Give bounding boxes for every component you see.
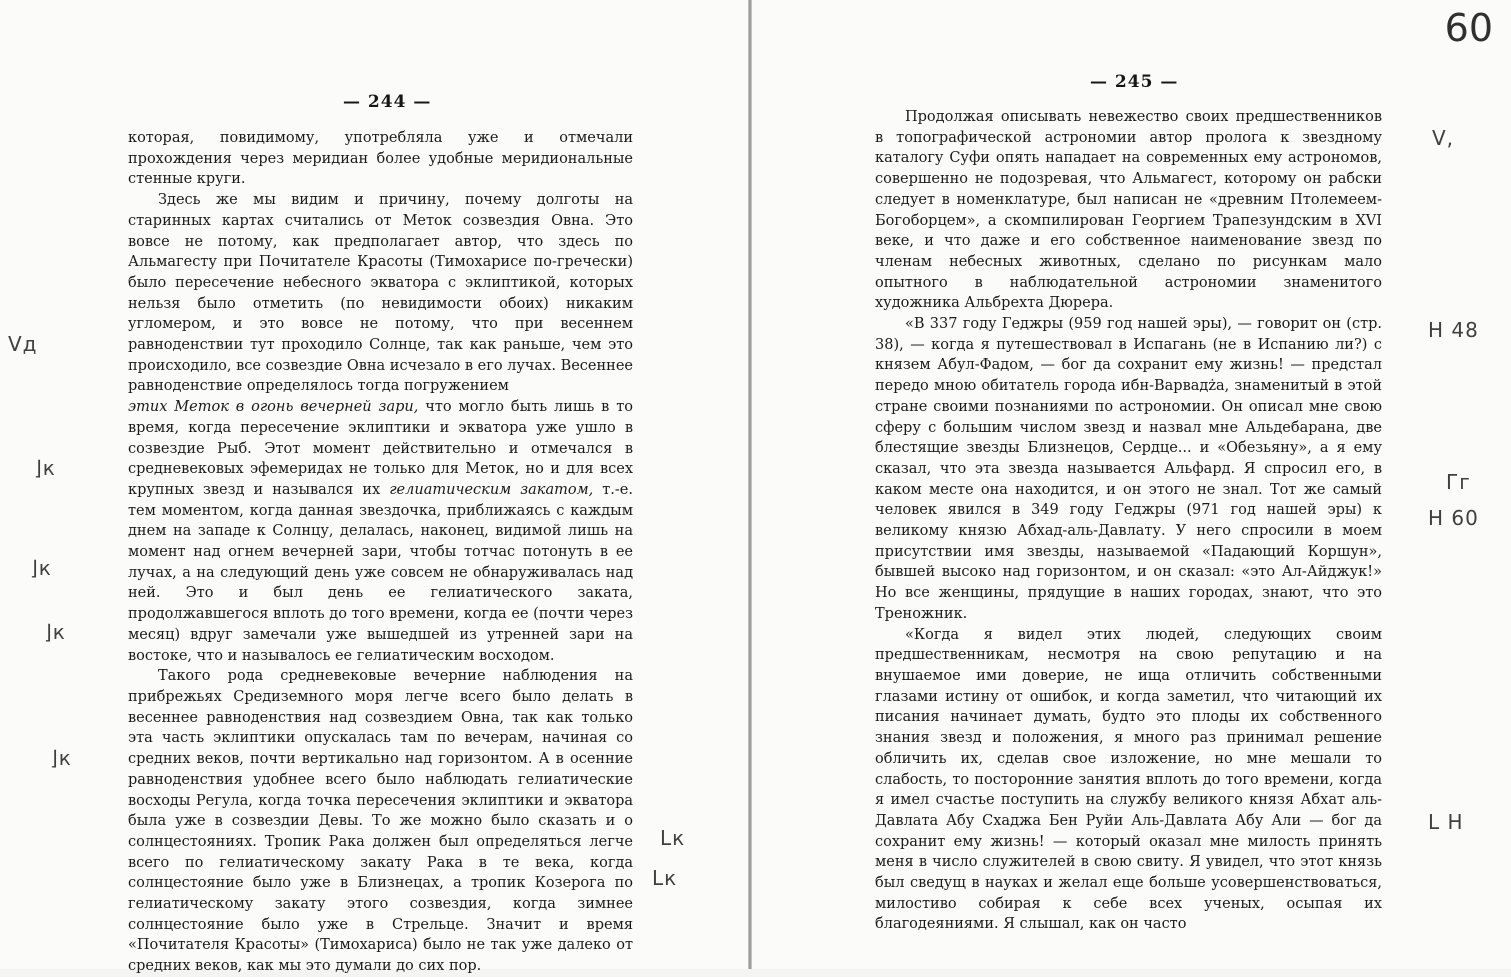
paragraph: которая, повидимому, употребляла уже и отмечали прохождения через меридиан более удобные меридиональные стенные круги.	[128, 130, 633, 188]
text-span: т.-е. тем моментом, когда данная звездочка, приближаясь с каждым днем на западе к Солнцу, делалась, наконец, видимой лишь на момент над огнем вечерней зари, чтобы тотчас потонуть в ее лучах, а на следующий день уже совсем не обнаруживалась над ней. Это и был день ее гелиатического заката, продолжавшегося вплоть до того времени, когда ее (почти через месяц) вдруг замечали уже вышедшей из утренней зари на востоке, что и называлось ее гелиатическим восходом.	[128, 481, 633, 664]
margin-note: Vд	[8, 332, 38, 356]
handwritten-page-count: 60	[1444, 6, 1493, 50]
margin-note: Гг	[1446, 470, 1471, 494]
left-page	[0, 0, 748, 975]
right-page	[752, 0, 1511, 969]
italic-phrase: гелиатическим закатом,	[389, 481, 594, 498]
left-text-block	[128, 128, 633, 977]
italic-phrase: этих Меток в огонь вечерней зари,	[128, 399, 419, 416]
margin-note: ⌋к	[30, 556, 52, 580]
page-number-right: — 245 —	[1090, 72, 1179, 92]
margin-note: H 60	[1428, 506, 1479, 530]
right-text-block	[875, 107, 1382, 935]
paragraph: «Когда я видел этих людей, следующих своим предшественникам, несмотря на свою репутацию и на внушаемое ими доверие, не ища отличить собственными глазами истину от ошибок, и когда заметил, что читающий их писания начинает думать, будто это плоды их собственного знания звезд и положения, я много раз принимал решение обличить их, сделав свое изложение, но мне мешали то слабость, то посторонние занятия вплоть до того времени, когда я имел счастье поступить на службу великого князя Абхат аль-Давлата Абу Схаджа Бен Руйи Аль-Давлата Абу Али — бог да сохранит ему жизнь! — который оказал мне милость принять меня в число служителей в свою свиту. Я увидел, что этот князь был сведущ в науках и желал еще больше усовершенствоваться, милостиво собирая к себе всех ученых, осыпая их благодеяниями. Я слышал, как он часто	[875, 626, 1382, 933]
margin-note: ⌋к	[50, 746, 72, 770]
margin-note: H 48	[1428, 318, 1479, 342]
margin-note: ⌋к	[44, 620, 66, 644]
paragraph: «В 337 году Геджры (959 год нашей эры), — говорит он (стр. 38), — когда я путешествовал в Испагань (не в Испанию ли?) с князем Абул-Фадом, — бог да сохранит ему жизнь! — предстал передо мною обитатель города ибн-Варвадża, знаменитый в этой стране своими познаниями по астрономии. Он описал мне свою сферу с большим числом звезд и назвал мне Альдебарана, две блестящие звезды Близнецов, Сердце... и «Обезьяну», а я ему сказал, что эта звезда называется Альфард. Я спросил его, в каком месте она находится, и он этого не знал. Тот же самый человек явился в 349 году Геджры (971 год нашей эры) к великому князю Абхад-аль-Давлату. У него спросили в моем присутствии имя звезды, называемой «Падающий Коршун», бывшей высоко над горизонтом, и он сказал: «это Ал-Айджук!» Но все женщины, прядущие в наших городах, знают, что это Треножник.	[875, 316, 1382, 622]
text-span: что могло быть лишь в то время, когда пересечение эклиптики и экватора уже ушло в созвездие Рыб. Этот момент действительно и отмечался в средневековых эфемеридах не только для Меток, но и для всех крупных звезд и назывался их	[128, 399, 634, 498]
paragraph	[128, 397, 633, 666]
paragraph: Продолжая описывать невежество своих предшественников в топографической астрономии автор пролога к звездному каталогу Суфи опять нападает на современных ему астрономов, совершенно не подозревая, что Альмагест, которому он рабски следует в номенклатуре, был написан не «древним Птолемеем-Богоборцем», а скомпилирован Георгием Трапезундским в XVI веке, и что даже и его собственное наименование звезд по членам небесных животных, сделано по рисункам мало опытного в наблюдательной астрономии знаменитого художника Альбрехта Дюрера.	[875, 109, 1382, 312]
margin-note: L H	[1428, 810, 1464, 834]
margin-note: Lк	[660, 826, 686, 850]
margin-note: Lк	[652, 866, 678, 890]
paragraph: Здесь же мы видим и причину, почему долготы на старинных картах считались от Меток созвездия Овна. Это вовсе не потому, как предполагает автор, что здесь по Альмагесту при Почитателе Красоты (Тимохарисе по-гречески) было пересечение небесного экватора с эклиптикой, которых нельзя было отметить (по невидимости обоих) никаким угломером, и это вовсе не потому, что при весеннем равноденствии тут проходило Солнце, так как раньше, чем это происходило, все созвездие Овна исчезало в его лучах. Весеннее равноденствие определялось тогда погружением	[128, 192, 633, 395]
page-number-left: — 244 —	[343, 92, 432, 112]
margin-note: ⌋к	[34, 456, 56, 480]
paragraph: Такого рода средневековые вечерние наблюдения на прибрежьях Средиземного моря легче всего было делать в весеннее равноденствия над созвездием Овна, так как только эта часть эклиптики опускалась там по вечерам, начиная со средних веков, почти вертикально над горизонтом. А в осенние равноденствия удобнее всего было наблюдать гелиатические восходы Регула, когда точка пересечения эклиптики и экватора была уже в созвездии Девы. То же можно было сказать и о солнцестояниях. Тропик Рака должен был определяться легче всего по гелиатическому закату Рака в те века, когда солнцестояние было уже в Близнецах, а тропик Козерога по гелиатическому закату этого созвездия, когда зимнее солнцестояние было уже в Стрельце. Значит и время «Почитателя Красоты» (Тимохариса) было не так уже далеко от средних веков, как мы это думали до сих пор.	[128, 668, 633, 975]
margin-note: V,	[1432, 126, 1455, 150]
